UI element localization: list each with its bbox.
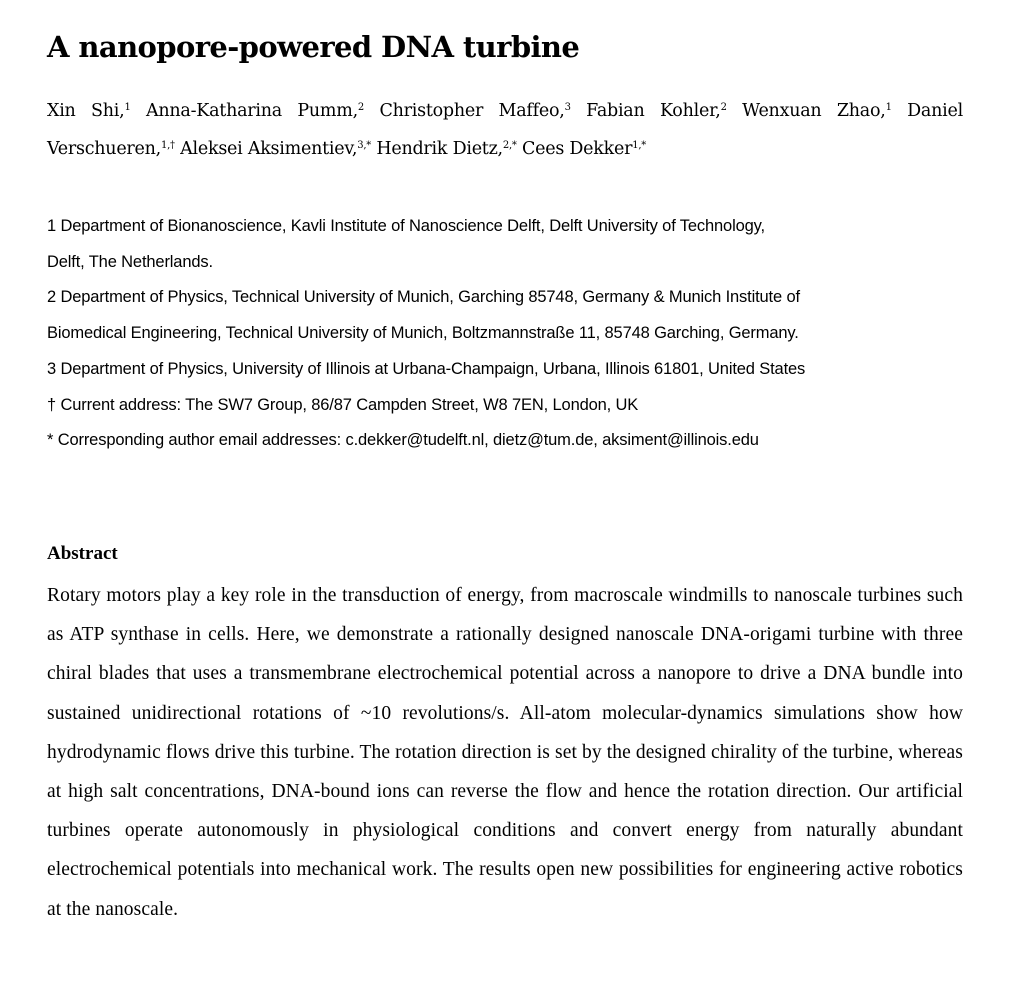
- author-affiliation-marker: 1,†: [161, 140, 175, 151]
- author-affiliation-marker: 2,*: [502, 140, 517, 151]
- author-affiliation-marker: 2: [720, 102, 727, 113]
- author-list: [47, 92, 963, 168]
- author: Hendrik Dietz,$^{2,*}$: [376, 139, 517, 159]
- author-affiliation-marker: 1: [124, 102, 131, 113]
- author: Cees Dekker$^{1,*}$: [522, 139, 647, 159]
- affiliation-2-line-2: Biomedical Engineering, Technical University of Munich, Boltzmannstraße 11, 85748 Garching, Germany.: [47, 324, 799, 343]
- paper-title: A nanopore-powered DNA turbine: [47, 30, 580, 64]
- author: Daniel Verschueren,$^{1,\dagger}$: [47, 101, 963, 159]
- current-address-note: † Current address: The SW7 Group, 86/87 Campden Street, W8 7EN, London, UK: [47, 395, 639, 414]
- author-affiliation-marker: 1,*: [632, 140, 647, 151]
- author-affiliation-marker: 2: [357, 102, 365, 113]
- author: Aleksei Aksimentiev,$^{3,*}$: [180, 139, 372, 159]
- affiliation-1-line-1: 1 Department of Bionanoscience, Kavli Institute of Nanoscience Delft, Delft University of Technology,: [47, 217, 765, 235]
- author: Anna-Katharina Pumm,$^2$: [146, 101, 365, 121]
- corresponding-author-note: * Corresponding author email addresses: c.dekker@tudelft.nl, dietz@tum.de, aksiment@illinois.edu: [47, 431, 759, 450]
- affiliation-list: [47, 209, 977, 459]
- author: Fabian Kohler,$^2$: [586, 101, 727, 121]
- author: Christopher Maffeo,$^3$: [379, 101, 571, 121]
- abstract-text: Rotary motors play a key role in the transduction of energy, from macroscale windmills to nanoscale turbines such as ATP synthase in cells. Here, we demonstrate a rationally designed nanoscale DNA-origami turbine with three chiral blades that uses a transmembrane electrochemical potential across a nanopore to drive a DNA bundle into sustained unidirectional rotations of ~10 revolutions/s. All-atom molecular-dynamics simulations show how hydrodynamic flows drive this turbine. The rotation direction is set by the designed chirality of the turbine, whereas at high salt concentrations, DNA-bound ions can reverse the flow and hence the rotation direction. Our artificial turbines operate autonomously in physiological conditions and convert energy from naturally abundant electrochemical potentials into mechanical work. The results open new possibilities for engineering active robotics at the nanoscale.: [47, 585, 963, 920]
- abstract-heading: Abstract: [47, 543, 118, 564]
- author-affiliation-marker: 3: [564, 102, 571, 113]
- affiliation-1-line-2: Delft, The Netherlands.: [47, 252, 213, 271]
- author: Xin Shi,$^1$: [47, 101, 131, 121]
- affiliation-2-line-1: 2 Department of Physics, Technical University of Munich, Garching 85748, Germany & Munich Institute of: [47, 288, 800, 307]
- author-affiliation-marker: 3,*: [357, 140, 372, 151]
- author: Wenxuan Zhao,$^1$: [742, 101, 892, 121]
- affiliation-3: 3 Department of Physics, University of Illinois at Urbana-Champaign, Urbana, Illinois 61801, United States: [47, 359, 806, 378]
- author-affiliation-marker: 1: [885, 102, 892, 113]
